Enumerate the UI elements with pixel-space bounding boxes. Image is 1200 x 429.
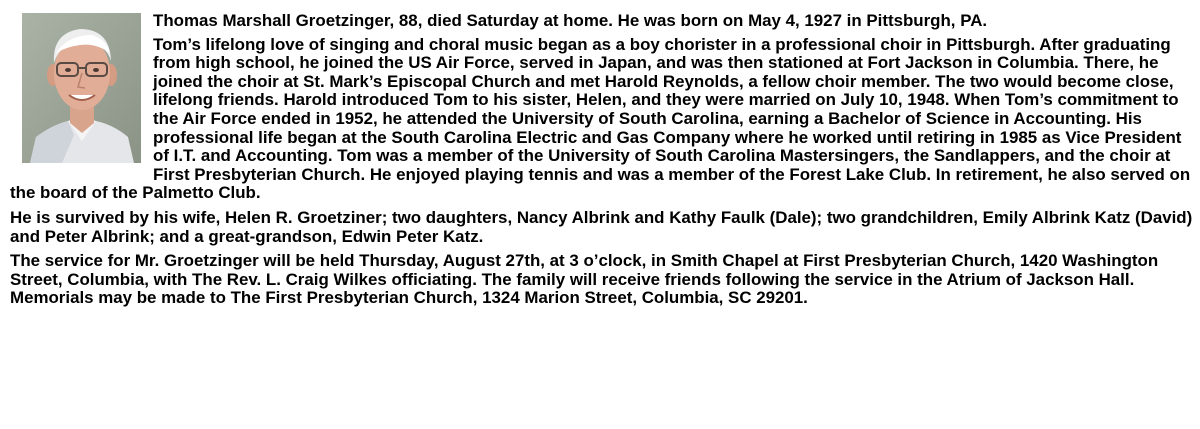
portrait-photo xyxy=(22,13,141,163)
portrait-image xyxy=(22,13,141,163)
obituary-paragraph: Tom’s lifelong love of singing and choral music began as a boy chorister in a professional choir in Pittsburgh. After graduating from high school, he joined the US Air Force, served in Japan, and was then stationed at Fort Jackson in Columbia. There, he joined the choir at St. Mark’s Episcopal Church and met Harold Reynolds, a fellow choir member. The two would become close, lifelong friends. Harold introduced Tom to his sister, Helen, and they were married on July 10, 1948. When Tom’s commitment to the Air Force ended in 1952, he attended the University of South Carolina, earning a Bachelor of Science in Accounting. His professional life began at the South Carolina Electric and Gas Company where he worked until retiring in 1985 as Vice President of I.T. and Accounting. Tom was a member of the University of South Carolina Mastersingers, the Sandlappers, and the choir at First Presbyterian Church. He enjoyed playing tennis and was a member of the Forest Lake Club. In retirement, he also served on the board of the Palmetto Club. xyxy=(10,34,1191,203)
obituary-paragraph: He is survived by his wife, Helen R. Groetziner; two daughters, Nancy Albrink and Kathy Faulk (Dale); two grandchildren, Emily Albrink Katz (David) and Peter Albrink; and a great-grandson, Edwin Peter Katz. xyxy=(10,207,1193,246)
obituary-paragraph: Thomas Marshall Groetzinger, 88, died Saturday at home. He was born on May 4, 1927 in Pittsburgh, PA. xyxy=(153,11,988,30)
obituary-paragraph: The service for Mr. Groetzinger will be held Thursday, August 27th, at 3 o’clock, in Smith Chapel at First Presbyterian Church, 1420 Washington Street, Columbia, with The Rev. L. Craig Wilkes officiating. The family will receive friends following the service in the Atrium of Jackson Hall. Memorials may be made to The First Presbyterian Church, 1324 Marion Street, Columbia, SC 29201. xyxy=(10,251,1159,308)
obituary xyxy=(10,12,1194,314)
